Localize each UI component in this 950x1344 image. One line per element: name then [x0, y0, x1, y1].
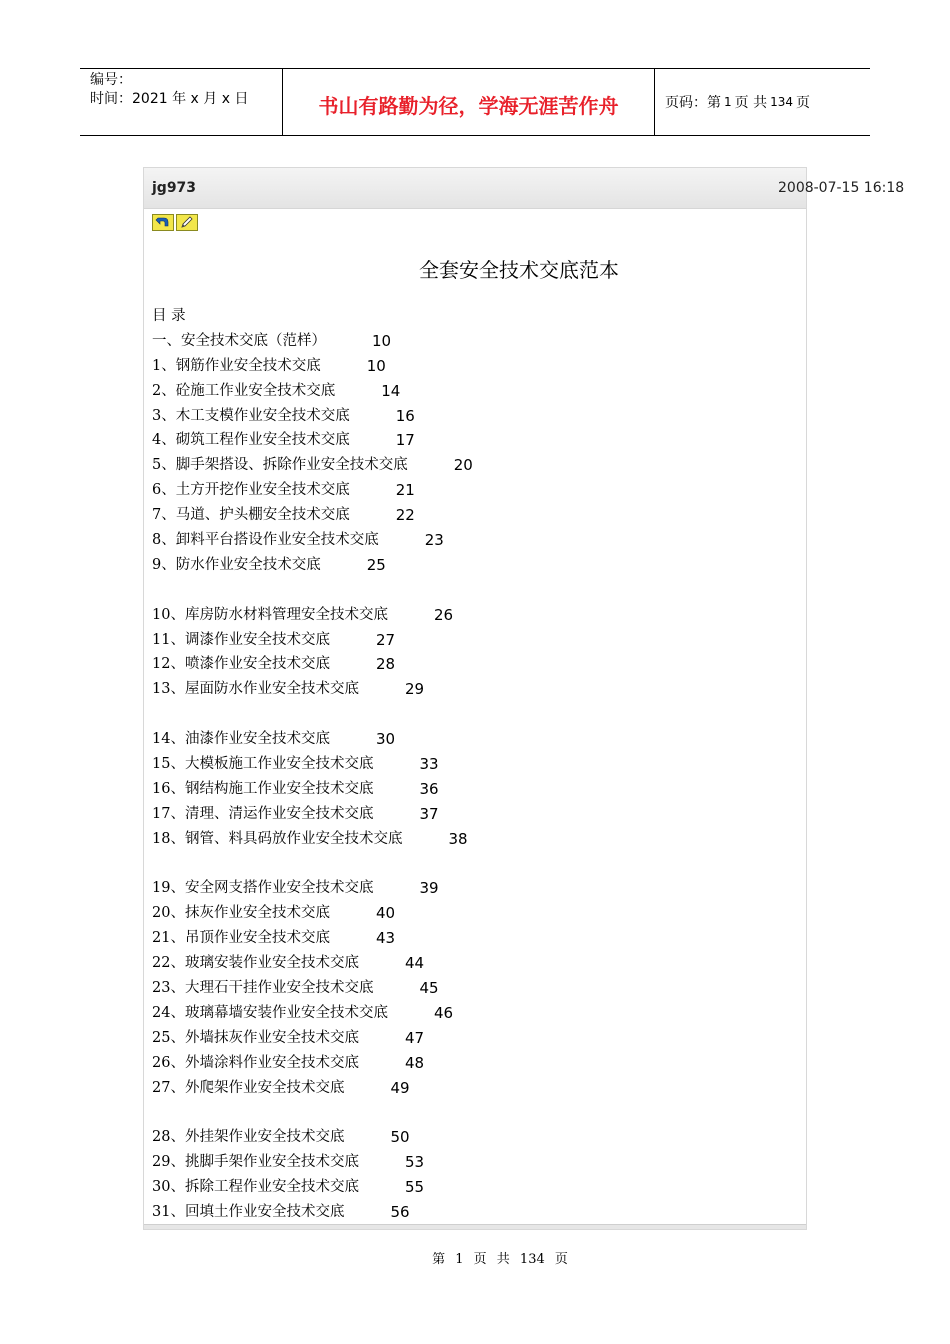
toc-item: [152, 777, 473, 802]
toc-item-label: 28、外挂架作业安全技术交底: [152, 1129, 345, 1146]
header-page-info: [655, 69, 870, 135]
toc-item: [152, 628, 473, 653]
header-meta: [80, 69, 282, 135]
toc-item-label: 2、砼施工作业安全技术交底: [152, 382, 336, 399]
toc-item: [152, 404, 473, 429]
document-title: 全套安全技术交底范本: [419, 258, 619, 282]
toc-item: [152, 976, 473, 1001]
toc-item-page: 17: [395, 431, 415, 450]
toc-item-page: 39: [419, 879, 439, 898]
toc-item: [152, 1125, 473, 1150]
page-current: 1: [724, 95, 732, 109]
toc-item-page: 37: [419, 804, 439, 823]
post-header-bar: [144, 168, 806, 209]
toc-item-label: 6、土方开挖作业安全技术交底: [152, 482, 350, 499]
toc-item: [152, 677, 473, 702]
toc-item-page: 53: [404, 1153, 425, 1172]
toc-item-label: 18、钢管、料具码放作业安全技术交底: [152, 830, 403, 847]
toc-item-label: 7、马道、护头棚安全技术交底: [152, 507, 350, 524]
toc-item-page: 45: [419, 979, 439, 998]
toc-item: [152, 1150, 473, 1175]
document-header: [80, 68, 870, 136]
toc-item-page: 23: [424, 531, 444, 550]
page-mid: 页 共: [734, 95, 768, 111]
page-prefix: 页码：第: [665, 95, 721, 111]
toc-item-page: 55: [404, 1178, 425, 1197]
toc-item-page: 10: [366, 356, 386, 375]
toc-spacer: [152, 702, 473, 727]
toc-item: [152, 1200, 473, 1225]
toc-item-page: 40: [375, 904, 396, 923]
toc-item: [152, 428, 473, 453]
toc-item-label: 12、喷漆作业安全技术交底: [152, 656, 330, 673]
reply-icon[interactable]: [152, 214, 174, 231]
toc-item-page: 56: [390, 1203, 410, 1222]
toc-item-page: 14: [381, 381, 401, 400]
toc-item-label: 21、吊顶作业安全技术交底: [152, 930, 330, 947]
time-label: 时间：2021 年 x 月 x 日: [90, 91, 249, 107]
toc-heading: [152, 304, 473, 329]
toc-item: [152, 1175, 473, 1200]
toc-item: [152, 603, 473, 628]
toc-spacer: [152, 578, 473, 603]
toc-item: [152, 553, 473, 578]
toc-item-page: 20: [453, 456, 473, 475]
toc-item-label: 19、安全网支搭作业安全技术交底: [152, 880, 374, 897]
post-bottom-border: [144, 1224, 806, 1229]
toc-item: [152, 951, 473, 976]
toc-item: [152, 802, 473, 827]
toc-item: [152, 727, 473, 752]
toc-item-label: 9、防水作业安全技术交底: [152, 556, 321, 573]
post-author[interactable]: jg973: [152, 180, 197, 196]
toc-item-page: 30: [375, 730, 396, 749]
toc-item-label: 5、脚手架搭设、拆除作业安全技术交底: [152, 457, 408, 474]
toc-item-label: 30、拆除工程作业安全技术交底: [152, 1179, 359, 1196]
toc-item: [152, 503, 473, 528]
toc-item-label: 11、调漆作业安全技术交底: [152, 631, 330, 648]
edit-icon[interactable]: [176, 214, 198, 231]
toc-item-label: 14、油漆作业安全技术交底: [152, 731, 330, 748]
toc-item-page: 43: [375, 929, 396, 948]
toc-item-page: 10: [372, 331, 392, 350]
page-suffix: 页: [796, 95, 810, 111]
toc-item: [152, 652, 473, 677]
toc-item: [152, 329, 473, 354]
toc-item-label: 一、安全技术交底（范样）: [152, 332, 326, 349]
number-label: 编号：: [90, 72, 132, 88]
toc-item-page: 28: [375, 655, 396, 674]
toc-item-page: 27: [375, 630, 396, 649]
toc-item-page: 16: [395, 406, 415, 425]
toc-item: [152, 528, 473, 553]
toc-item-page: 33: [419, 755, 439, 774]
toc-item-label: 24、玻璃幕墙安装作业安全技术交底: [152, 1004, 388, 1021]
toc-item-page: 47: [404, 1028, 425, 1047]
page-total: 134: [770, 95, 793, 109]
toc-item-page: 38: [448, 829, 468, 848]
toc-item: [152, 752, 473, 777]
toc-item-page: 26: [433, 605, 454, 624]
forum-post: [143, 167, 807, 1230]
toc-item: [152, 1076, 473, 1101]
toc-item-label: 4、砌筑工程作业安全技术交底: [152, 432, 350, 449]
toc-item-label: 3、木工支模作业安全技术交底: [152, 407, 350, 424]
toc-item-page: 50: [390, 1128, 410, 1147]
table-of-contents: [152, 304, 473, 1225]
toc-item: [152, 827, 473, 852]
toc-item: [152, 876, 473, 901]
toc-item-label: 29、挑脚手架作业安全技术交底: [152, 1154, 359, 1171]
toc-item-label: 15、大模板施工作业安全技术交底: [152, 756, 374, 773]
toc-item-label: 1、钢筋作业安全技术交底: [152, 357, 321, 374]
toc-item-label: 22、玻璃安装作业安全技术交底: [152, 955, 359, 972]
toc-item: [152, 379, 473, 404]
toc-item-page: 29: [404, 680, 425, 699]
post-datetime: 2008-07-15 16:18: [778, 180, 905, 196]
toc-item: [152, 1001, 473, 1026]
page-footer: 第 1 页 共 134 页: [432, 1252, 568, 1267]
toc-item: [152, 354, 473, 379]
toc-item-label: 8、卸料平台搭设作业安全技术交底: [152, 532, 379, 549]
toc-item: [152, 453, 473, 478]
toc-spacer: [152, 852, 473, 877]
toc-item-page: 22: [395, 506, 415, 525]
toc-item-label: 27、外爬架作业安全技术交底: [152, 1079, 345, 1096]
toc-item-page: 48: [404, 1053, 425, 1072]
toc-item: [152, 901, 473, 926]
toc-item-label: 17、清理、清运作业安全技术交底: [152, 805, 374, 822]
toc-item-page: 44: [404, 954, 425, 973]
toc-item-label: 20、抹灰作业安全技术交底: [152, 905, 330, 922]
toc-item-label: 13、屋面防水作业安全技术交底: [152, 681, 359, 698]
toc-item: [152, 926, 473, 951]
post-action-icons: [152, 214, 198, 231]
toc-item-label: 目 录: [152, 308, 186, 324]
toc-item-page: 49: [390, 1078, 410, 1097]
toc-item-label: 31、回填土作业安全技术交底: [152, 1204, 345, 1221]
toc-item: [152, 1026, 473, 1051]
toc-item-label: 16、钢结构施工作业安全技术交底: [152, 780, 374, 797]
toc-item: [152, 478, 473, 503]
toc-item: [152, 1051, 473, 1076]
toc-spacer: [152, 1101, 473, 1126]
toc-item-label: 10、库房防水材料管理安全技术交底: [152, 606, 388, 623]
toc-item-label: 26、外墙涂料作业安全技术交底: [152, 1054, 359, 1071]
toc-item-page: 25: [366, 555, 386, 574]
toc-item-page: 21: [395, 481, 415, 500]
toc-item-page: 36: [419, 779, 439, 798]
toc-item-label: 25、外墙抹灰作业安全技术交底: [152, 1029, 359, 1046]
toc-item-page: 46: [433, 1003, 454, 1022]
header-motto: 书山有路勤为径，学海无涯苦作舟: [282, 69, 655, 135]
toc-item-label: 23、大理石干挂作业安全技术交底: [152, 980, 374, 997]
